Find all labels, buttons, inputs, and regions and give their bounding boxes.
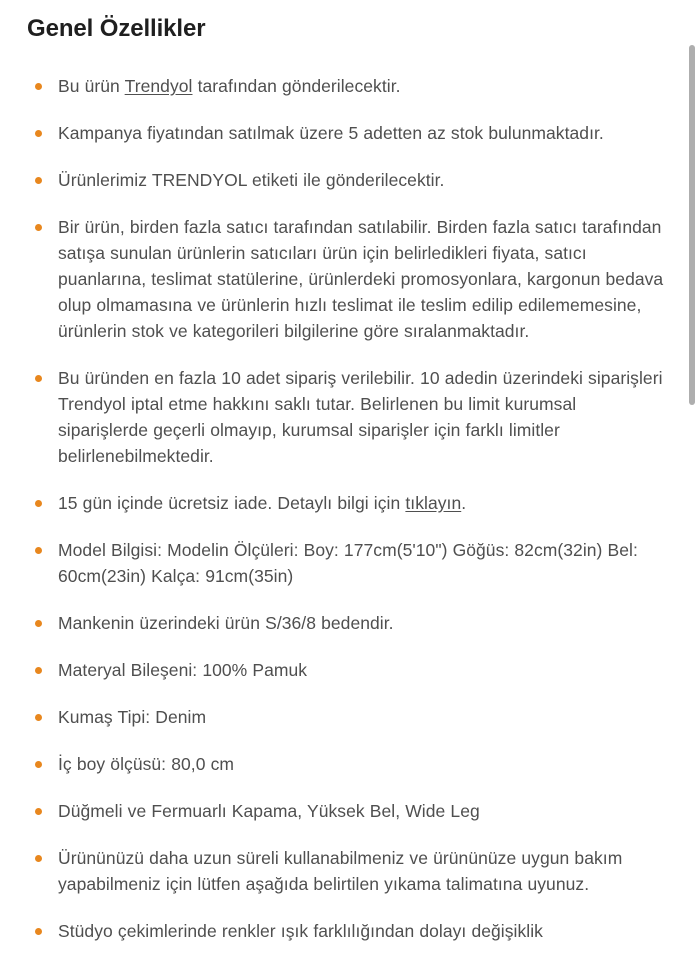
feature-text — [58, 657, 670, 683]
feature-item — [0, 751, 700, 777]
feature-item — [0, 704, 700, 730]
feature-item — [0, 798, 700, 824]
feature-text — [58, 751, 670, 777]
bullet-dot-icon — [35, 547, 42, 554]
feature-text-segment: tarafından gönderilecektir. — [192, 76, 401, 96]
feature-item — [0, 490, 700, 516]
feature-link[interactable]: tıklayın — [405, 493, 462, 513]
feature-text — [58, 167, 670, 193]
feature-text-segment: Bu üründen en fazla 10 adet sipariş verilebilir. 10 adedin üzerindeki siparişleri Trendyol iptal etme hakkını saklı tutar. Belirlenen bu limit kurumsal siparişlerde geçerli olmayıp, kurumsal siparişler için farklı limitler belirlenebilmektedir. — [58, 368, 663, 466]
feature-text — [58, 704, 670, 730]
feature-text-segment: Ürününüzü daha uzun süreli kullanabilmeniz ve ürününüze uygun bakım yapabilmeniz için lütfen aşağıda belirtilen yıkama talimatına uyunuz. — [58, 848, 623, 894]
feature-text — [58, 918, 670, 944]
feature-item — [0, 73, 700, 99]
feature-text — [58, 798, 670, 824]
feature-text-segment: Mankenin üzerindeki ürün S/36/8 bedendir. — [58, 613, 394, 633]
bullet-dot-icon — [35, 928, 42, 935]
bullet-dot-icon — [35, 500, 42, 507]
bullet-dot-icon — [35, 83, 42, 90]
feature-text — [58, 845, 670, 897]
feature-text-segment: İç boy ölçüsü: 80,0 cm — [58, 754, 235, 774]
feature-text-segment: Stüdyo çekimlerinde renkler ışık farklılığından dolayı değişiklik — [58, 921, 543, 941]
bullet-dot-icon — [35, 224, 42, 231]
feature-item — [0, 214, 700, 344]
feature-text — [58, 120, 670, 146]
feature-text — [58, 365, 670, 469]
feature-text-segment: . — [461, 493, 467, 513]
page-title: Genel Özellikler — [27, 15, 206, 42]
feature-text — [58, 73, 670, 99]
feature-text-segment: Kampanya fiyatından satılmak üzere 5 adetten az stok bulunmaktadır. — [58, 123, 604, 143]
feature-text — [58, 610, 670, 636]
feature-item — [0, 167, 700, 193]
bullet-dot-icon — [35, 130, 42, 137]
feature-item — [0, 537, 700, 589]
feature-text-segment: Bir ürün, birden fazla satıcı tarafından satılabilir. Birden fazla satıcı tarafından satışa sunulan ürünlerin satıcıları ürün için belirledikleri fiyata, satıcı puanlarına, teslimat statülerine, ürünlerdeki promosyonlara, kargonun bedava olup olmamasına ve ürünlerin hızlı teslimat ile teslim edilip edilememesine, ürünlerin stok ve kategorileri bilgilerine göre sıralanmaktadır. — [58, 217, 664, 341]
bullet-dot-icon — [35, 808, 42, 815]
vertical-scrollbar[interactable] — [688, 0, 696, 980]
bullet-dot-icon — [35, 620, 42, 627]
bullet-dot-icon — [35, 714, 42, 721]
feature-item — [0, 120, 700, 146]
bullet-dot-icon — [35, 667, 42, 674]
bullet-dot-icon — [35, 855, 42, 862]
feature-item — [0, 657, 700, 683]
feature-text-segment: Model Bilgisi: Modelin Ölçüleri: Boy: 177cm(5'10") Göğüs: 82cm(32in) Bel: 60cm(23in) Kalça: 91cm(35in) — [58, 540, 638, 586]
feature-text-segment: Ürünlerimiz TRENDYOL etiketi ile gönderilecektir. — [58, 170, 445, 190]
feature-text-segment: Kumaş Tipi: Denim — [58, 707, 207, 727]
feature-item — [0, 365, 700, 469]
feature-item — [0, 918, 700, 944]
feature-link[interactable]: Trendyol — [124, 76, 193, 96]
bullet-dot-icon — [35, 177, 42, 184]
scrollbar-thumb[interactable] — [689, 45, 695, 405]
feature-text — [58, 214, 670, 344]
bullet-dot-icon — [35, 761, 42, 768]
feature-list — [0, 73, 700, 944]
feature-item — [0, 845, 700, 897]
feature-text-segment: Düğmeli ve Fermuarlı Kapama, Yüksek Bel, Wide Leg — [58, 801, 480, 821]
feature-text — [58, 490, 670, 516]
bullet-dot-icon — [35, 375, 42, 382]
feature-text-segment: Materyal Bileşeni: 100% Pamuk — [58, 660, 308, 680]
feature-text — [58, 537, 670, 589]
feature-item — [0, 610, 700, 636]
feature-text-segment: Bu ürün — [58, 76, 125, 96]
feature-text-segment: 15 gün içinde ücretsiz iade. Detaylı bilgi için — [58, 493, 406, 513]
